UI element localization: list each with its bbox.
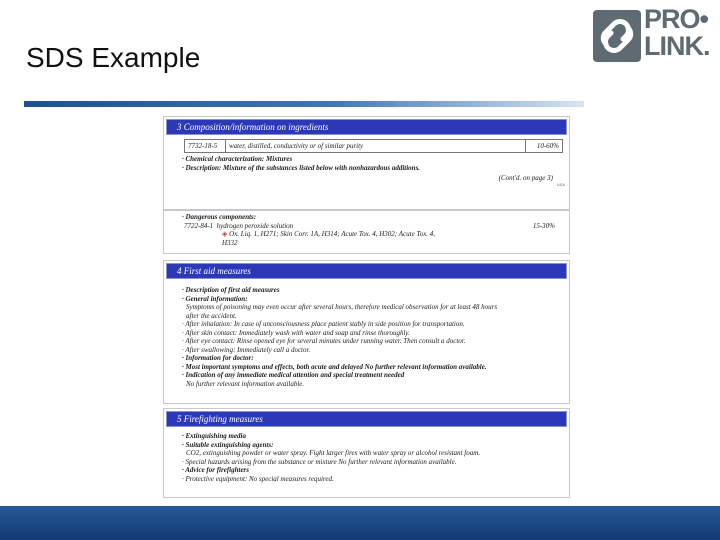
footer-bar [0,506,720,540]
doc-line: No further relevant information available. [186,379,305,388]
component-cas: 7722-84-1 [184,221,214,230]
doc-line: · Extinguishing media [182,432,246,440]
region-tag: USA [556,182,565,187]
section-firefighting [163,408,570,498]
component-hazards-2: H332 [222,238,238,247]
doc-line: · Description: Mixture of the substances listed below with nonhazardous additions. [182,163,421,172]
section-dangerous-components [163,210,570,254]
doc-line: · Chemical characterization: Mixtures [182,155,293,163]
section-first-aid [163,260,570,404]
sds-document-image [163,114,570,498]
section-heading: 4 First aid measures [166,263,567,279]
section-composition [163,116,570,210]
section-heading: 5 Firefighting measures [166,411,567,427]
doc-line: Symptoms of poisoning may even occur after several hours, therefore medical observation for at least 48 hours [186,303,498,311]
doc-line: CO2, extinguishing powder or water spray. Fight larger fires with water spray or alcohol resistant foam. [186,449,481,457]
doc-line: after the accident. [186,311,237,320]
doc-line: · After skin contact: Immediately wash with water and soap and rinse thoroughly. [182,328,410,337]
doc-line: · Suitable extinguishing agents: [182,440,274,449]
logo-dot: • [699,4,708,34]
chain-link-icon [592,8,642,64]
section-heading: 3 Composition/information on ingredients [166,119,567,135]
doc-line: · After eye contact: Rinse opened eye for several minutes under running water. Then consult a doctor. [182,337,466,345]
doc-line: · General information: [182,294,248,303]
component-percent: 15-30% [532,221,555,230]
doc-line: · Dangerous components: [182,213,257,221]
prolink-logo [592,6,716,66]
ingredient-table [184,139,563,153]
logo-text-line2: LINK. [644,31,710,61]
doc-line: · Information for doctor: [182,354,254,362]
doc-line: · Advice for firefighters [182,466,250,474]
ingredient-name: water, distilled, conductivity or of similar purity [226,140,526,152]
doc-line: · Special hazards arising from the substance or mixture No further relevant information available. [182,457,457,466]
continued-note: (Cont'd. on page 3) [498,174,553,182]
logo-text-line1: PRO [644,4,700,34]
title-underline [24,101,584,107]
slide-title: SDS Example [26,42,201,73]
doc-line: · After inhalation: In case of unconsciousness place patient stably in side position for transportation. [182,320,465,328]
ingredient-percent: 10-60% [536,142,559,150]
doc-line: · Description of first aid measures [182,286,280,294]
ingredient-cas: 7732-18-5 [185,140,226,152]
doc-line: · Protective equipment: No special measures required. [182,474,334,483]
doc-line: · Most important symptoms and effects, both acute and delayed No further relevant information available. [182,362,487,371]
doc-line: · After swallowing: Immediately call a doctor. [182,345,311,354]
doc-line: · Indication of any immediate medical attention and special treatment needed [182,371,405,379]
component-name: hydrogen peroxide solution [216,221,294,230]
hazard-icon: ◈ [222,230,228,238]
component-hazards: Ox. Liq. 1, H271; Skin Corr. 1A, H314; Acute Tox. 4, H302; Acute Tox. 4, [229,230,436,238]
